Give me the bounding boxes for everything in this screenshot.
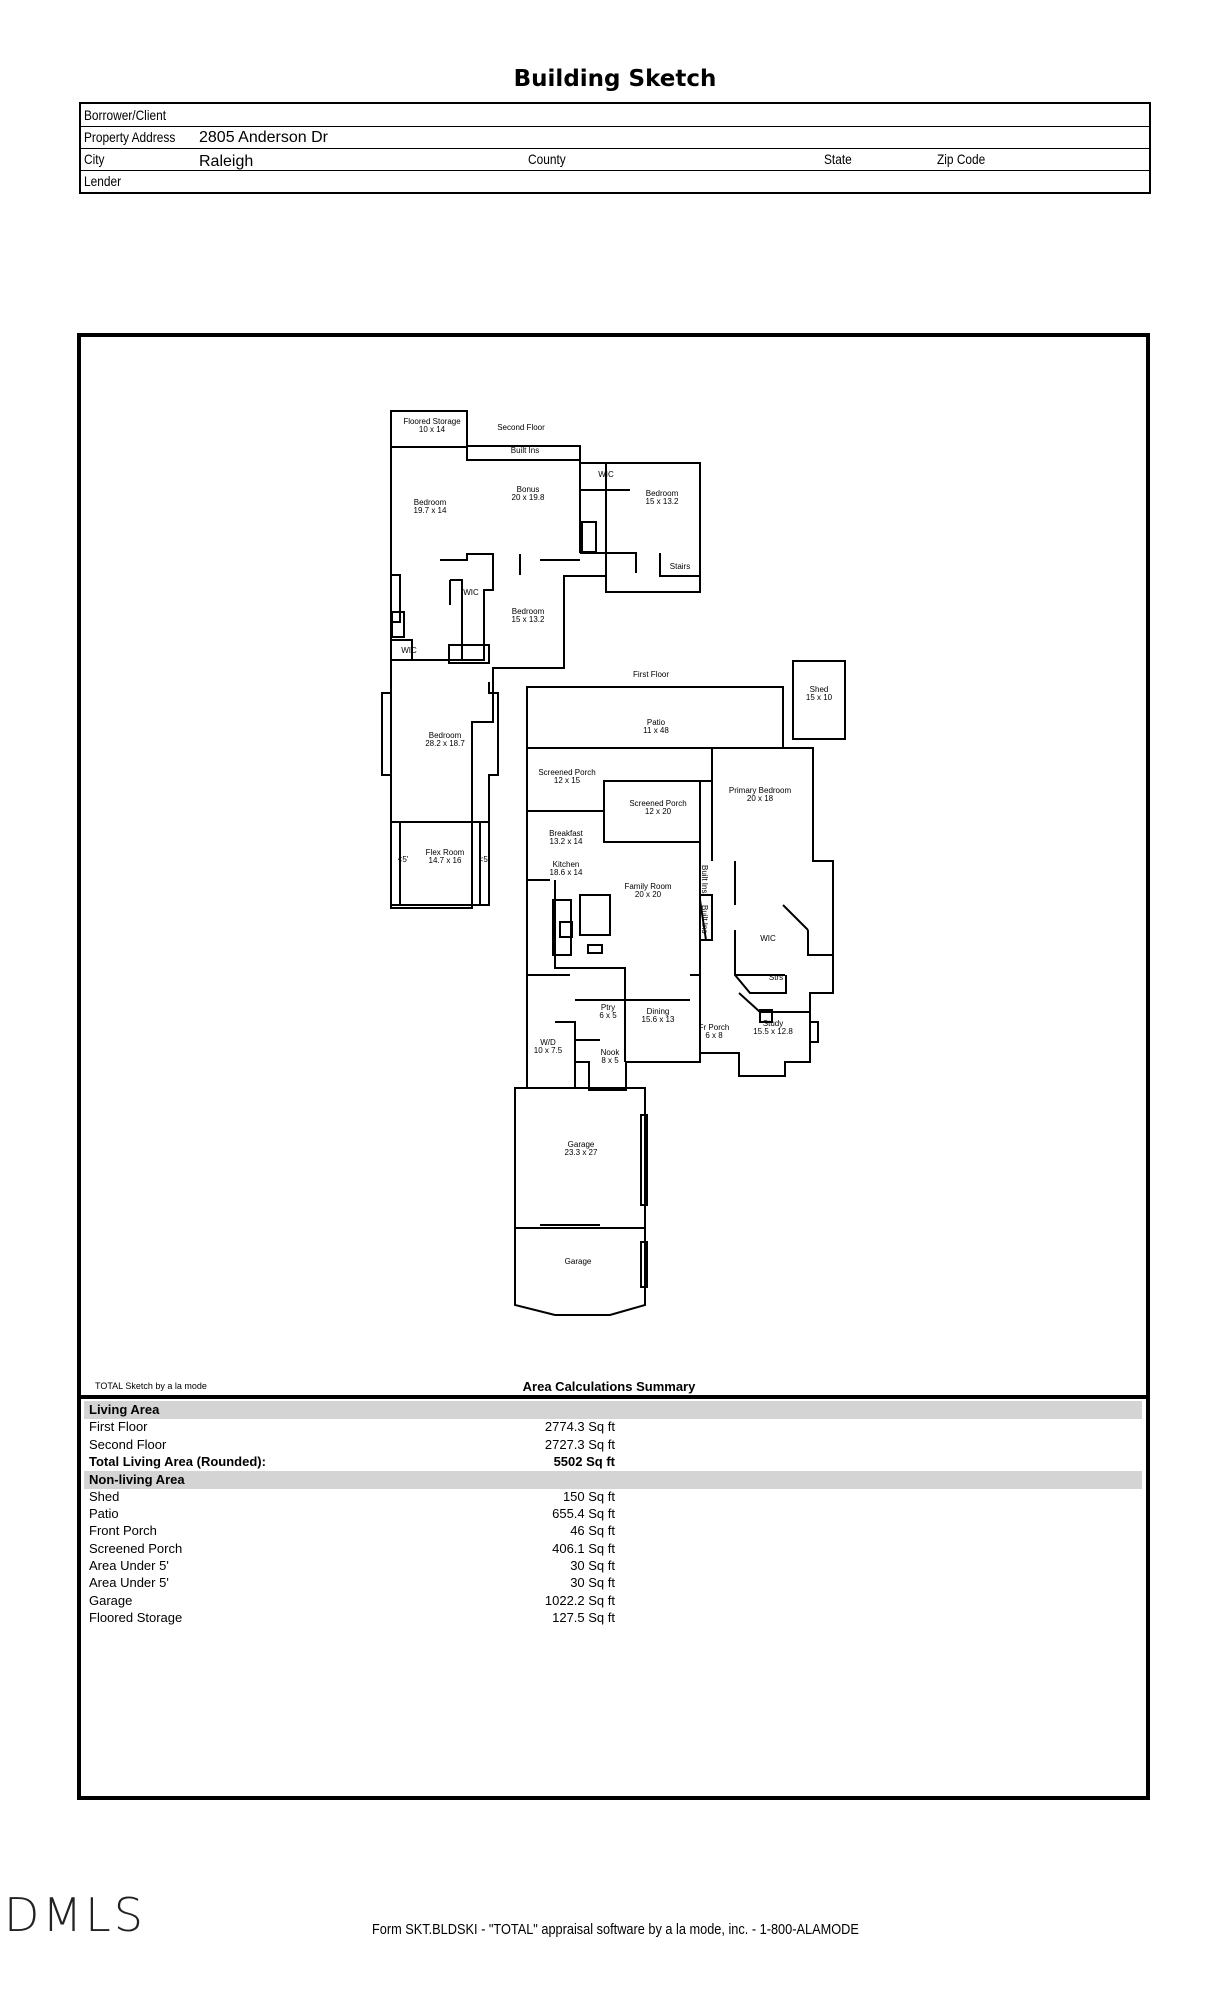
sketch-label: Fr Porch — [698, 1023, 730, 1032]
sketch-label: 20 x 18 — [746, 794, 774, 803]
borrower-label: Borrower/Client — [84, 107, 167, 123]
sketch-label: 15 x 13.2 — [645, 497, 679, 506]
sketch-label: Garage — [567, 1140, 595, 1149]
nonliving-row-value: 1022.2 Sq ft — [544, 1593, 615, 1608]
address-value: 2805 Anderson Dr — [199, 129, 328, 146]
divider — [77, 1395, 1150, 1399]
nonliving-row-name: Shed — [89, 1489, 120, 1504]
garage-outline — [515, 1088, 645, 1315]
sketch-label: Second Floor — [497, 423, 545, 432]
sketch-label: <5' — [478, 855, 490, 864]
nonliving-area-header: Non-living Area — [84, 1471, 1142, 1489]
sketch-label: Bonus — [516, 485, 540, 494]
sketch-label: Bedroom — [511, 607, 545, 616]
sketch-label: 15 x 13.2 — [511, 615, 545, 624]
sketch-label: Shed — [809, 685, 829, 694]
nonliving-row-name: Screened Porch — [89, 1541, 183, 1556]
sketch-label: 20 x 20 — [634, 890, 662, 899]
sketch-label: 13.2 x 14 — [549, 837, 583, 846]
nonliving-row-value: 30 Sq ft — [570, 1575, 615, 1590]
state-label: State — [824, 151, 852, 167]
nonliving-row-name: Floored Storage — [89, 1610, 183, 1625]
sketch-label: 10 x 14 — [418, 425, 446, 434]
sketch-label: 10 x 7.5 — [533, 1046, 563, 1055]
total-living-value: 5502 Sq ft — [553, 1454, 615, 1469]
sketch-label: 15 x 10 — [805, 693, 833, 702]
sketch-label: 12 x 20 — [644, 807, 672, 816]
nonliving-row-name: Patio — [89, 1506, 119, 1521]
total-living-label: Total Living Area (Rounded): — [89, 1454, 266, 1469]
sketch-label: Screened Porch — [629, 799, 687, 808]
sketch-label: 8 x 5 — [601, 1056, 619, 1065]
sketch-label: Flex Room — [425, 848, 465, 857]
sketch-label: 18.6 x 14 — [549, 868, 583, 877]
sketch-label: 23.3 x 27 — [564, 1148, 598, 1157]
sketch-label: Nook — [600, 1048, 620, 1057]
nonliving-row-value: 150 Sq ft — [562, 1489, 615, 1504]
sketch-label: W/D — [540, 1038, 556, 1047]
living-row-value: 2774.3 Sq ft — [544, 1419, 615, 1434]
sketch-label: Strs — [768, 973, 784, 982]
sketch-label: 14.7 x 16 — [428, 856, 462, 865]
living-area-header: Living Area — [84, 1401, 1142, 1419]
sketch-label: Breakfast — [549, 829, 583, 838]
nonliving-row-name: Garage — [89, 1593, 133, 1608]
nonliving-row-name: Front Porch — [89, 1523, 157, 1538]
living-row-value: 2727.3 Sq ft — [544, 1437, 615, 1452]
sketch-label: 12 x 15 — [553, 776, 581, 785]
sketch-label: Ptry — [600, 1003, 616, 1012]
sketch-label: 6 x 5 — [599, 1011, 617, 1020]
dmls-logo: DMLS — [4, 1888, 146, 1942]
sketch-label: 15.5 x 12.8 — [753, 1027, 793, 1036]
city-value: Raleigh — [199, 153, 254, 170]
sketch-label: <5' — [397, 855, 409, 864]
sketch-label: WIC — [463, 588, 479, 597]
address-label: Property Address — [84, 129, 176, 145]
sketch-label: Stairs — [669, 562, 691, 571]
sketch-label: Bedroom — [428, 731, 462, 740]
sketch-label: Screened Porch — [538, 768, 596, 777]
zip-label: Zip Code — [937, 151, 986, 167]
nonliving-row-value: 406.1 Sq ft — [552, 1541, 615, 1556]
living-row-name: Second Floor — [89, 1437, 167, 1452]
sketch-label: 28.2 x 18.7 — [425, 739, 465, 748]
county-label: County — [528, 151, 566, 167]
sketch-label: Built Ins — [510, 446, 540, 455]
sketch-label: Built Ins — [700, 865, 709, 894]
lender-label: Lender — [84, 173, 122, 189]
nonliving-row-value: 655.4 Sq ft — [552, 1506, 615, 1521]
city-label: City — [84, 151, 105, 167]
sketch-label: Dining — [646, 1007, 670, 1016]
page-title: Building Sketch — [513, 66, 717, 92]
sketch-label: 11 x 48 — [643, 726, 669, 735]
sketch-label: Garage — [564, 1257, 592, 1266]
footer-text: Form SKT.BLDSKI - "TOTAL" appraisal software by a la mode, inc. - 1-800-ALAMODE — [371, 1921, 859, 1938]
nonliving-row-name: Area Under 5' — [89, 1558, 169, 1573]
sketch-label: Family Room — [624, 882, 672, 891]
sketch-label: Primary Bedroom — [728, 786, 792, 795]
sketch-label: Built Ins — [700, 905, 709, 934]
sketch-label: WIC — [760, 934, 776, 943]
sketch-label: Kitchen — [552, 860, 580, 869]
sketch-label: 20 x 19.8 — [511, 493, 545, 502]
sketch-label: Bedroom — [645, 489, 679, 498]
sketch-label: WIC — [401, 646, 417, 655]
living-row-name: First Floor — [89, 1419, 148, 1434]
sketch-credit: TOTAL Sketch by a la mode — [95, 1381, 207, 1391]
sketch-label: 15.6 x 13 — [641, 1015, 675, 1024]
sketch-label: Bedroom — [413, 498, 447, 507]
nonliving-row-value: 30 Sq ft — [570, 1558, 615, 1573]
sketch-label: Patio — [646, 718, 666, 727]
nonliving-row-value: 127.5 Sq ft — [552, 1610, 615, 1625]
summary-title: Area Calculations Summary — [522, 1379, 696, 1394]
sketch-label: Floored Storage — [403, 417, 461, 426]
sketch-label: First Floor — [633, 670, 669, 679]
sketch-label: 19.7 x 14 — [413, 506, 447, 515]
sketch-label: Study — [762, 1019, 784, 1028]
nonliving-row-name: Area Under 5' — [89, 1575, 169, 1590]
sketch-label: 6 x 8 — [705, 1031, 723, 1040]
nonliving-row-value: 46 Sq ft — [570, 1523, 615, 1538]
sketch-label: WIC — [598, 470, 614, 479]
